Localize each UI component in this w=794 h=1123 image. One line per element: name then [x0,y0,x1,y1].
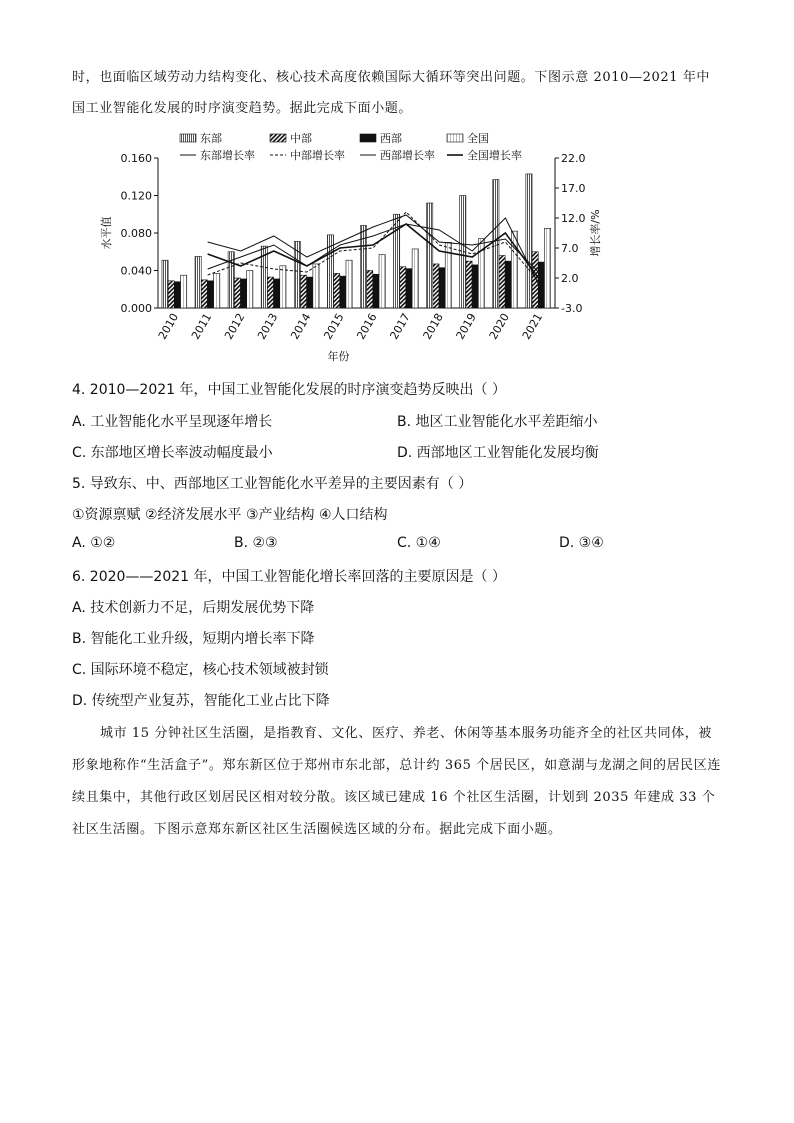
bar-中部-2012 [234,278,240,308]
industry-intelligence-chart [95,128,605,373]
x-tick-label: 2019 [453,311,479,342]
question-4-option-c: C. 东部地区增长率波动幅度最小 [72,445,273,461]
question-5-items: ①资源禀赋 ②经济发展水平 ③产业结构 ④人口结构 [72,507,388,523]
bar-全国-2021 [544,228,550,308]
bar-全国-2010 [181,275,187,308]
legend-label: 中部增长率 [290,149,345,162]
x-tick-label: 2016 [354,311,380,342]
y2-tick-label: -3.0 [561,302,583,315]
question-5-option-c: C. ①④ [397,535,441,551]
line-东部增长率 [208,215,539,272]
bar-西部-2017 [406,269,412,308]
legend-label: 全国增长率 [467,149,522,162]
legend-swatch-东部 [180,134,196,142]
question-6-stem: 6. 2020——2021 年，中国工业智能化增长率回落的主要原因是（ ） [72,569,506,585]
bar-西部-2011 [207,281,213,308]
x-tick-label: 2020 [486,311,512,342]
question-5-option-d: D. ③④ [559,535,604,551]
x-tick-label: 2015 [321,311,347,342]
bar-西部-2015 [340,276,346,308]
question-6-option-b: B. 智能化工业升级，短期内增长率下降 [72,631,315,647]
x-axis-title: 年份 [327,350,350,363]
x-tick-label: 2011 [188,311,215,342]
bar-中部-2021 [532,252,538,308]
question-6-option-c: C. 国际环境不稳定，核心技术领域被封锁 [72,662,329,678]
legend-label: 全国 [467,132,489,145]
question-6-option-d: D. 传统型产业复苏，智能化工业占比下降 [72,693,330,709]
bar-中部-2020 [499,256,505,309]
y2-tick-label: 12.0 [561,212,586,225]
bar-东部-2018 [427,203,433,308]
x-tick-label: 2021 [519,311,546,342]
y2-axis-title: 增长率/% [589,209,602,257]
intro-line-2: 国工业智能化发展的时序演变趋势。据此完成下面小题。 [72,101,413,116]
bar-全国-2017 [412,249,418,308]
intro-line-1: 时，也面临区域劳动力结构变化、核心技术高度依赖国际大循环等突出问题。下图示意 2010—2021 年中 [72,70,711,85]
bar-西部-2016 [373,274,379,308]
question-6-option-a: A. 技术创新力不足，后期发展优势下降 [72,600,315,616]
bar-中部-2016 [367,271,373,309]
legend-swatch-中部 [270,134,286,142]
y-tick-label: 0.080 [120,227,152,240]
bar-中部-2019 [466,261,472,308]
x-tick-label: 2014 [288,311,314,342]
legend-label: 东部增长率 [200,149,255,162]
bar-中部-2015 [334,273,340,308]
y-tick-label: 0.040 [120,264,152,278]
bar-全国-2011 [214,273,220,308]
legend-swatch-全国 [447,134,463,142]
bar-西部-2014 [307,277,313,308]
legend-label: 西部增长率 [380,149,435,162]
y-axis-title: 水平值 [100,216,113,250]
y2-tick-label: 7.0 [561,242,579,255]
question-5-stem: 5. 导致东、中、西部地区工业智能化水平差异的主要因素有（ ） [72,476,473,492]
y-tick-label: 0.160 [120,152,152,165]
bar-中部-2017 [400,267,406,308]
x-tick-label: 2010 [155,311,182,342]
bar-全国-2014 [313,264,319,308]
bar-西部-2019 [472,265,478,308]
legend-label: 中部 [290,132,312,145]
y-tick-label: 0.000 [120,302,152,315]
legend-label: 西部 [380,132,402,145]
y2-tick-label: 17.0 [561,182,586,195]
bar-中部-2018 [433,264,439,308]
x-tick-label: 2017 [387,311,413,342]
passage: 城市 15 分钟社区生活圈，是指教育、文化、医疗、养老、休闲等基本服务功能齐全的社区共同体，被形象地称作“生活盒子”。郑东新区位于郑州市东北部，总计约 365 个居民区，如意湖与龙湖之间的居民区连续且集中，其他行政区划居民区相对较分散。该区域已建成 16 个社区生活圈，计划到 2035 年建成 33 个社区生活圈。下图示意郑东新区社区生活圈候选区域的分布。据此完成下面小题。 [72,726,721,837]
bar-全国-2015 [346,260,352,308]
x-tick-label: 2013 [255,311,281,342]
x-tick-label: 2018 [420,311,446,342]
question-4-option-b: B. 地区工业智能化水平差距缩小 [397,414,598,430]
bar-东部-2010 [162,260,168,308]
question-4-option-a: A. 工业智能化水平呈现逐年增长 [72,414,273,430]
x-tick-label: 2012 [222,311,248,342]
bar-西部-2020 [505,261,511,308]
question-4-option-d: D. 西部地区工业智能化发展均衡 [397,445,599,461]
question-5-option-a: A. ①② [72,535,116,551]
y2-tick-label: 2.0 [561,272,579,285]
bar-西部-2018 [439,268,445,308]
bar-西部-2010 [174,282,180,308]
bar-中部-2014 [300,275,306,308]
bar-西部-2012 [241,279,247,308]
legend-label: 东部 [200,132,222,145]
bar-全国-2012 [247,271,253,309]
y2-tick-label: 22.0 [561,152,586,165]
bar-中部-2013 [267,277,273,308]
question-4-stem: 4. 2010—2021 年，中国工业智能化发展的时序演变趋势反映出（ ） [72,382,506,398]
bar-全国-2016 [379,255,385,308]
y-tick-label: 0.120 [120,189,152,203]
bar-全国-2013 [280,266,286,308]
bar-东部-2021 [526,174,532,308]
bar-东部-2020 [493,180,499,308]
bar-东部-2011 [195,256,201,308]
legend-swatch-西部 [360,134,376,142]
bar-中部-2011 [201,280,207,308]
bar-西部-2021 [538,262,544,308]
bar-中部-2010 [168,281,174,308]
question-5-option-b: B. ②③ [234,535,278,551]
bar-西部-2013 [274,279,280,308]
